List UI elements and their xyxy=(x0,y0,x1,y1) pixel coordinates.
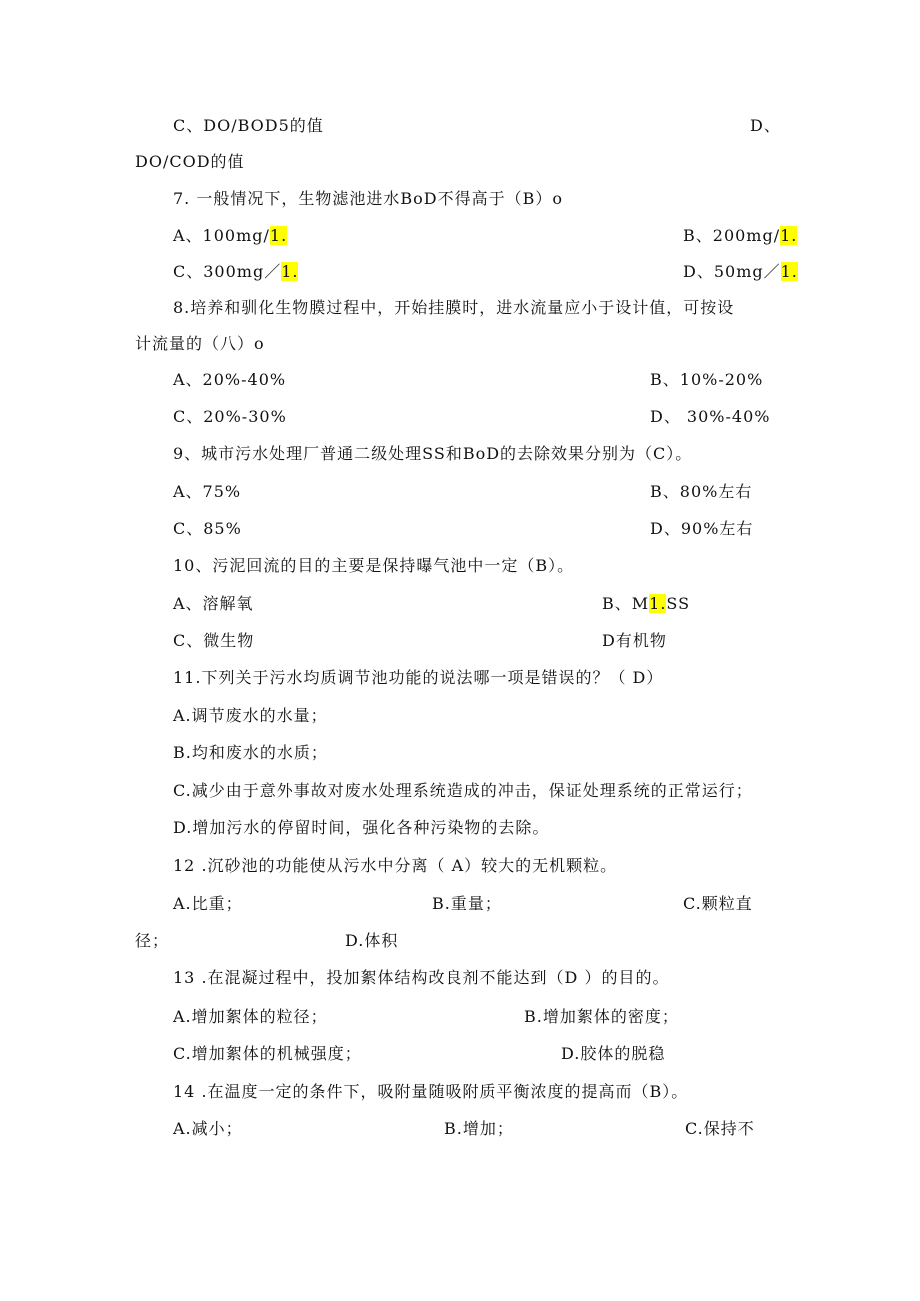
question-14: 14 .在温度一定的条件下，吸附量随吸附质平衡浓度的提高而（B）。 xyxy=(173,1082,689,1101)
option-d-q6-text: DO/COD的值 xyxy=(135,152,245,171)
question-8-line2: 计流量的（八）o xyxy=(135,334,265,353)
option-d-q9: D、90%左右 xyxy=(650,519,754,538)
option-d-q13: D.胶体的脱稳 xyxy=(561,1044,666,1063)
option-a-q12: A.比重； xyxy=(173,894,243,913)
option-b-q13: B.增加絮体的密度； xyxy=(524,1007,679,1026)
question-12: 12 .沉砂池的功能使从污水中分离（ A）较大的无机颗粒。 xyxy=(173,856,618,875)
option-b-q9: B、80%左右 xyxy=(650,482,753,501)
option-b-q14: B.增加； xyxy=(444,1119,514,1138)
option-b-q10 xyxy=(602,593,690,615)
option-d-q7 xyxy=(683,261,798,283)
highlight-mark: 1. xyxy=(281,262,299,281)
option-a-q10: A、溶解氧 xyxy=(173,594,254,613)
option-text: A、100mg/ xyxy=(173,226,270,245)
option-c-q11: C.减少由于意外事故对废水处理系统造成的冲击，保证处理系统的正常运行； xyxy=(173,781,753,800)
option-a-q9: A、75% xyxy=(173,482,242,501)
option-c-q14: C.保持不 xyxy=(685,1119,755,1138)
highlight-mark: 1. xyxy=(649,594,667,613)
option-b-q8: B、10%-20% xyxy=(650,370,764,389)
question-9: 9、城市污水处理厂普通二级处理SS和BoD的去除效果分别为（C）。 xyxy=(173,444,693,463)
option-c-q8: C、20%-30% xyxy=(173,407,287,426)
highlight-mark: 1. xyxy=(780,226,798,245)
option-a-q7 xyxy=(173,225,287,247)
question-10: 10、污泥回流的目的主要是保持曝气池中一定（B）。 xyxy=(173,556,575,575)
option-a-q11: A.调节废水的水量； xyxy=(173,706,328,725)
option-d-q6-prefix: D、 xyxy=(750,116,781,135)
option-text: B、200mg/ xyxy=(683,226,781,245)
option-c-q10: C、微生物 xyxy=(173,631,255,650)
highlight-mark: 1. xyxy=(780,262,798,281)
option-d-q8: D、 30%-40% xyxy=(650,407,771,426)
option-c-q13: C.增加絮体的机械强度； xyxy=(173,1044,362,1063)
question-13: 13 .在混凝过程中，投加絮体结构改良剂不能达到（D ）的目的。 xyxy=(173,968,670,987)
option-text: C、300mg／ xyxy=(173,262,282,281)
option-a-q14: A.减小； xyxy=(173,1119,243,1138)
question-7: 7. 一般情况下，生物滤池进水BoD不得高于（B）o xyxy=(173,189,563,208)
option-b-q7 xyxy=(683,225,797,247)
option-a-q13: A.增加絮体的粒径； xyxy=(173,1007,328,1026)
option-d-q11: D.增加污水的停留时间，强化各种污染物的去除。 xyxy=(173,818,550,837)
option-c-q9: C、85% xyxy=(173,519,242,538)
question-8-line1: 8.培养和驯化生物膜过程中，开始挂膜时，进水流量应小于设计值，可按设 xyxy=(173,298,735,317)
option-c-q6: C、DO/BOD5的值 xyxy=(173,116,324,135)
option-d-q10: D有机物 xyxy=(602,631,667,650)
option-text: D、50mg／ xyxy=(683,262,781,281)
option-c-q12-cont: 径； xyxy=(135,931,170,950)
option-d-q12: D.体积 xyxy=(345,931,399,950)
option-text: SS xyxy=(666,594,691,613)
option-a-q8: A、20%-40% xyxy=(173,370,287,389)
option-text: B、M xyxy=(602,594,650,613)
highlight-mark: 1. xyxy=(269,226,288,245)
option-b-q11: B.均和废水的水质； xyxy=(173,743,328,762)
option-c-q7 xyxy=(173,261,298,283)
option-b-q12: B.重量； xyxy=(432,894,502,913)
option-c-q12: C.颗粒直 xyxy=(683,894,753,913)
question-11: 11.下列关于污水均质调节池功能的说法哪一项是错误的？（ D） xyxy=(173,668,664,687)
